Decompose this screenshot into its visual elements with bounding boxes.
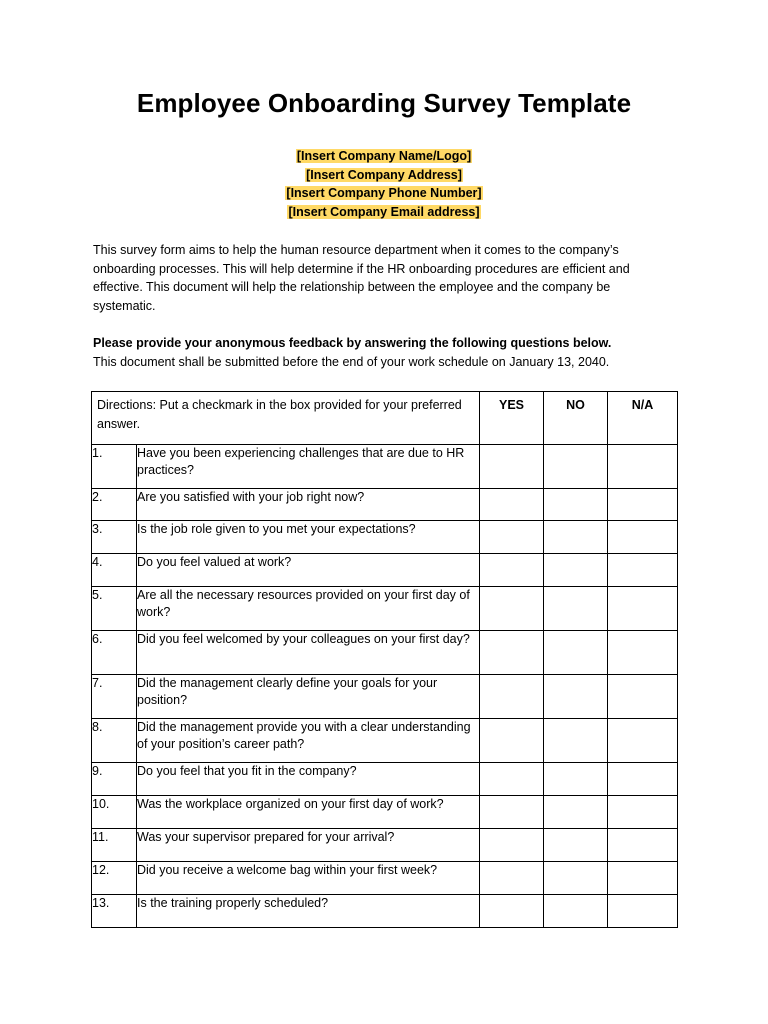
answer-box-na[interactable]: [608, 587, 678, 631]
question-text: Do you feel that you fit in the company?: [137, 763, 480, 796]
answer-box-no[interactable]: [544, 521, 608, 554]
question-number: 3.: [92, 521, 137, 554]
company-address-placeholder: [Insert Company Address]: [306, 167, 462, 182]
answer-box-no[interactable]: [544, 587, 608, 631]
feedback-prompt: Please provide your anonymous feedback by answering the following questions below.: [93, 336, 612, 350]
survey-row: [92, 631, 678, 675]
column-header-yes: YES: [480, 392, 544, 445]
question-text: Have you been experiencing challenges that are due to HR practices?: [137, 445, 480, 489]
submission-note: This document shall be submitted before the end of your work schedule on January 13, 2040.: [93, 355, 610, 369]
question-number: 7.: [92, 675, 137, 719]
answer-box-yes[interactable]: [480, 489, 544, 521]
survey-row: [92, 587, 678, 631]
question-text: Was the workplace organized on your first day of work?: [137, 796, 480, 829]
survey-header-row: [92, 392, 678, 445]
survey-row: [92, 829, 678, 862]
question-number: 1.: [92, 445, 137, 489]
question-number: 9.: [92, 763, 137, 796]
company-phone-placeholder: [Insert Company Phone Number]: [286, 186, 482, 201]
directions-text: Put a checkmark in the box provided for your preferred answer.: [97, 398, 462, 431]
survey-row: [92, 554, 678, 587]
question-text: Is the job role given to you met your expectations?: [137, 521, 480, 554]
answer-box-na[interactable]: [608, 796, 678, 829]
column-header-na: N/A: [608, 392, 678, 445]
answer-box-yes[interactable]: [480, 796, 544, 829]
instructions-block: [93, 334, 683, 372]
answer-box-na[interactable]: [608, 829, 678, 862]
answer-box-yes[interactable]: [480, 763, 544, 796]
survey-row: [92, 895, 678, 928]
question-number: 10.: [92, 796, 137, 829]
company-name-placeholder: [Insert Company Name/Logo]: [296, 149, 472, 163]
answer-box-na[interactable]: [608, 675, 678, 719]
answer-box-no[interactable]: [544, 719, 608, 763]
intro-paragraph: This survey form aims to help the human resource department when it comes to the company’s onboarding processes. This will help determine if the HR onboarding procedures are efficient and effective. This document will help the relationship between the employee and the company be systematic.: [93, 243, 630, 313]
answer-box-na[interactable]: [608, 521, 678, 554]
answer-box-no[interactable]: [544, 796, 608, 829]
directions-cell: [92, 392, 480, 445]
answer-box-yes[interactable]: [480, 895, 544, 928]
answer-box-na[interactable]: [608, 554, 678, 587]
answer-box-na[interactable]: [608, 719, 678, 763]
question-number: 6.: [92, 631, 137, 675]
question-text: Are you satisfied with your job right now?: [137, 489, 480, 521]
answer-box-no[interactable]: [544, 489, 608, 521]
answer-box-yes[interactable]: [480, 719, 544, 763]
answer-box-na[interactable]: [608, 445, 678, 489]
answer-box-yes[interactable]: [480, 862, 544, 895]
answer-box-no[interactable]: [544, 763, 608, 796]
answer-box-no[interactable]: [544, 631, 608, 675]
directions-label: Directions:: [97, 398, 157, 412]
answer-box-na[interactable]: [608, 631, 678, 675]
survey-table: [91, 391, 678, 928]
survey-row: [92, 719, 678, 763]
question-text: Did the management provide you with a clear understanding of your position’s career path?: [137, 719, 480, 763]
question-text: Was your supervisor prepared for your arrival?: [137, 829, 480, 862]
survey-row: [92, 862, 678, 895]
survey-row: [92, 763, 678, 796]
question-text: Did you feel welcomed by your colleagues on your first day?: [137, 631, 480, 675]
question-number: 11.: [92, 829, 137, 862]
answer-box-yes[interactable]: [480, 521, 544, 554]
question-text: Did you receive a welcome bag within your first week?: [137, 862, 480, 895]
question-number: 4.: [92, 554, 137, 587]
question-number: 8.: [92, 719, 137, 763]
survey-row: [92, 489, 678, 521]
answer-box-na[interactable]: [608, 862, 678, 895]
question-number: 5.: [92, 587, 137, 631]
answer-box-no[interactable]: [544, 554, 608, 587]
question-number: 12.: [92, 862, 137, 895]
answer-box-na[interactable]: [608, 763, 678, 796]
survey-row: [92, 675, 678, 719]
company-info-block: [0, 147, 768, 222]
answer-box-yes[interactable]: [480, 675, 544, 719]
answer-box-no[interactable]: [544, 675, 608, 719]
company-email-placeholder: [Insert Company Email address]: [288, 205, 480, 220]
question-text: Did the management clearly define your goals for your position?: [137, 675, 480, 719]
answer-box-yes[interactable]: [480, 554, 544, 587]
answer-box-yes[interactable]: [480, 631, 544, 675]
question-text: Is the training properly scheduled?: [137, 895, 480, 928]
survey-row: [92, 445, 678, 489]
answer-box-no[interactable]: [544, 445, 608, 489]
answer-box-yes[interactable]: [480, 829, 544, 862]
answer-box-yes[interactable]: [480, 445, 544, 489]
question-text: Do you feel valued at work?: [137, 554, 480, 587]
question-number: 2.: [92, 489, 137, 521]
column-header-no: NO: [544, 392, 608, 445]
survey-row: [92, 796, 678, 829]
answer-box-yes[interactable]: [480, 587, 544, 631]
answer-box-no[interactable]: [544, 829, 608, 862]
document-title: Employee Onboarding Survey Template: [136, 88, 632, 118]
answer-box-na[interactable]: [608, 895, 678, 928]
survey-row: [92, 521, 678, 554]
answer-box-no[interactable]: [544, 895, 608, 928]
question-text: Are all the necessary resources provided on your first day of work?: [137, 587, 480, 631]
answer-box-no[interactable]: [544, 862, 608, 895]
question-number: 13.: [92, 895, 137, 928]
answer-box-na[interactable]: [608, 489, 678, 521]
